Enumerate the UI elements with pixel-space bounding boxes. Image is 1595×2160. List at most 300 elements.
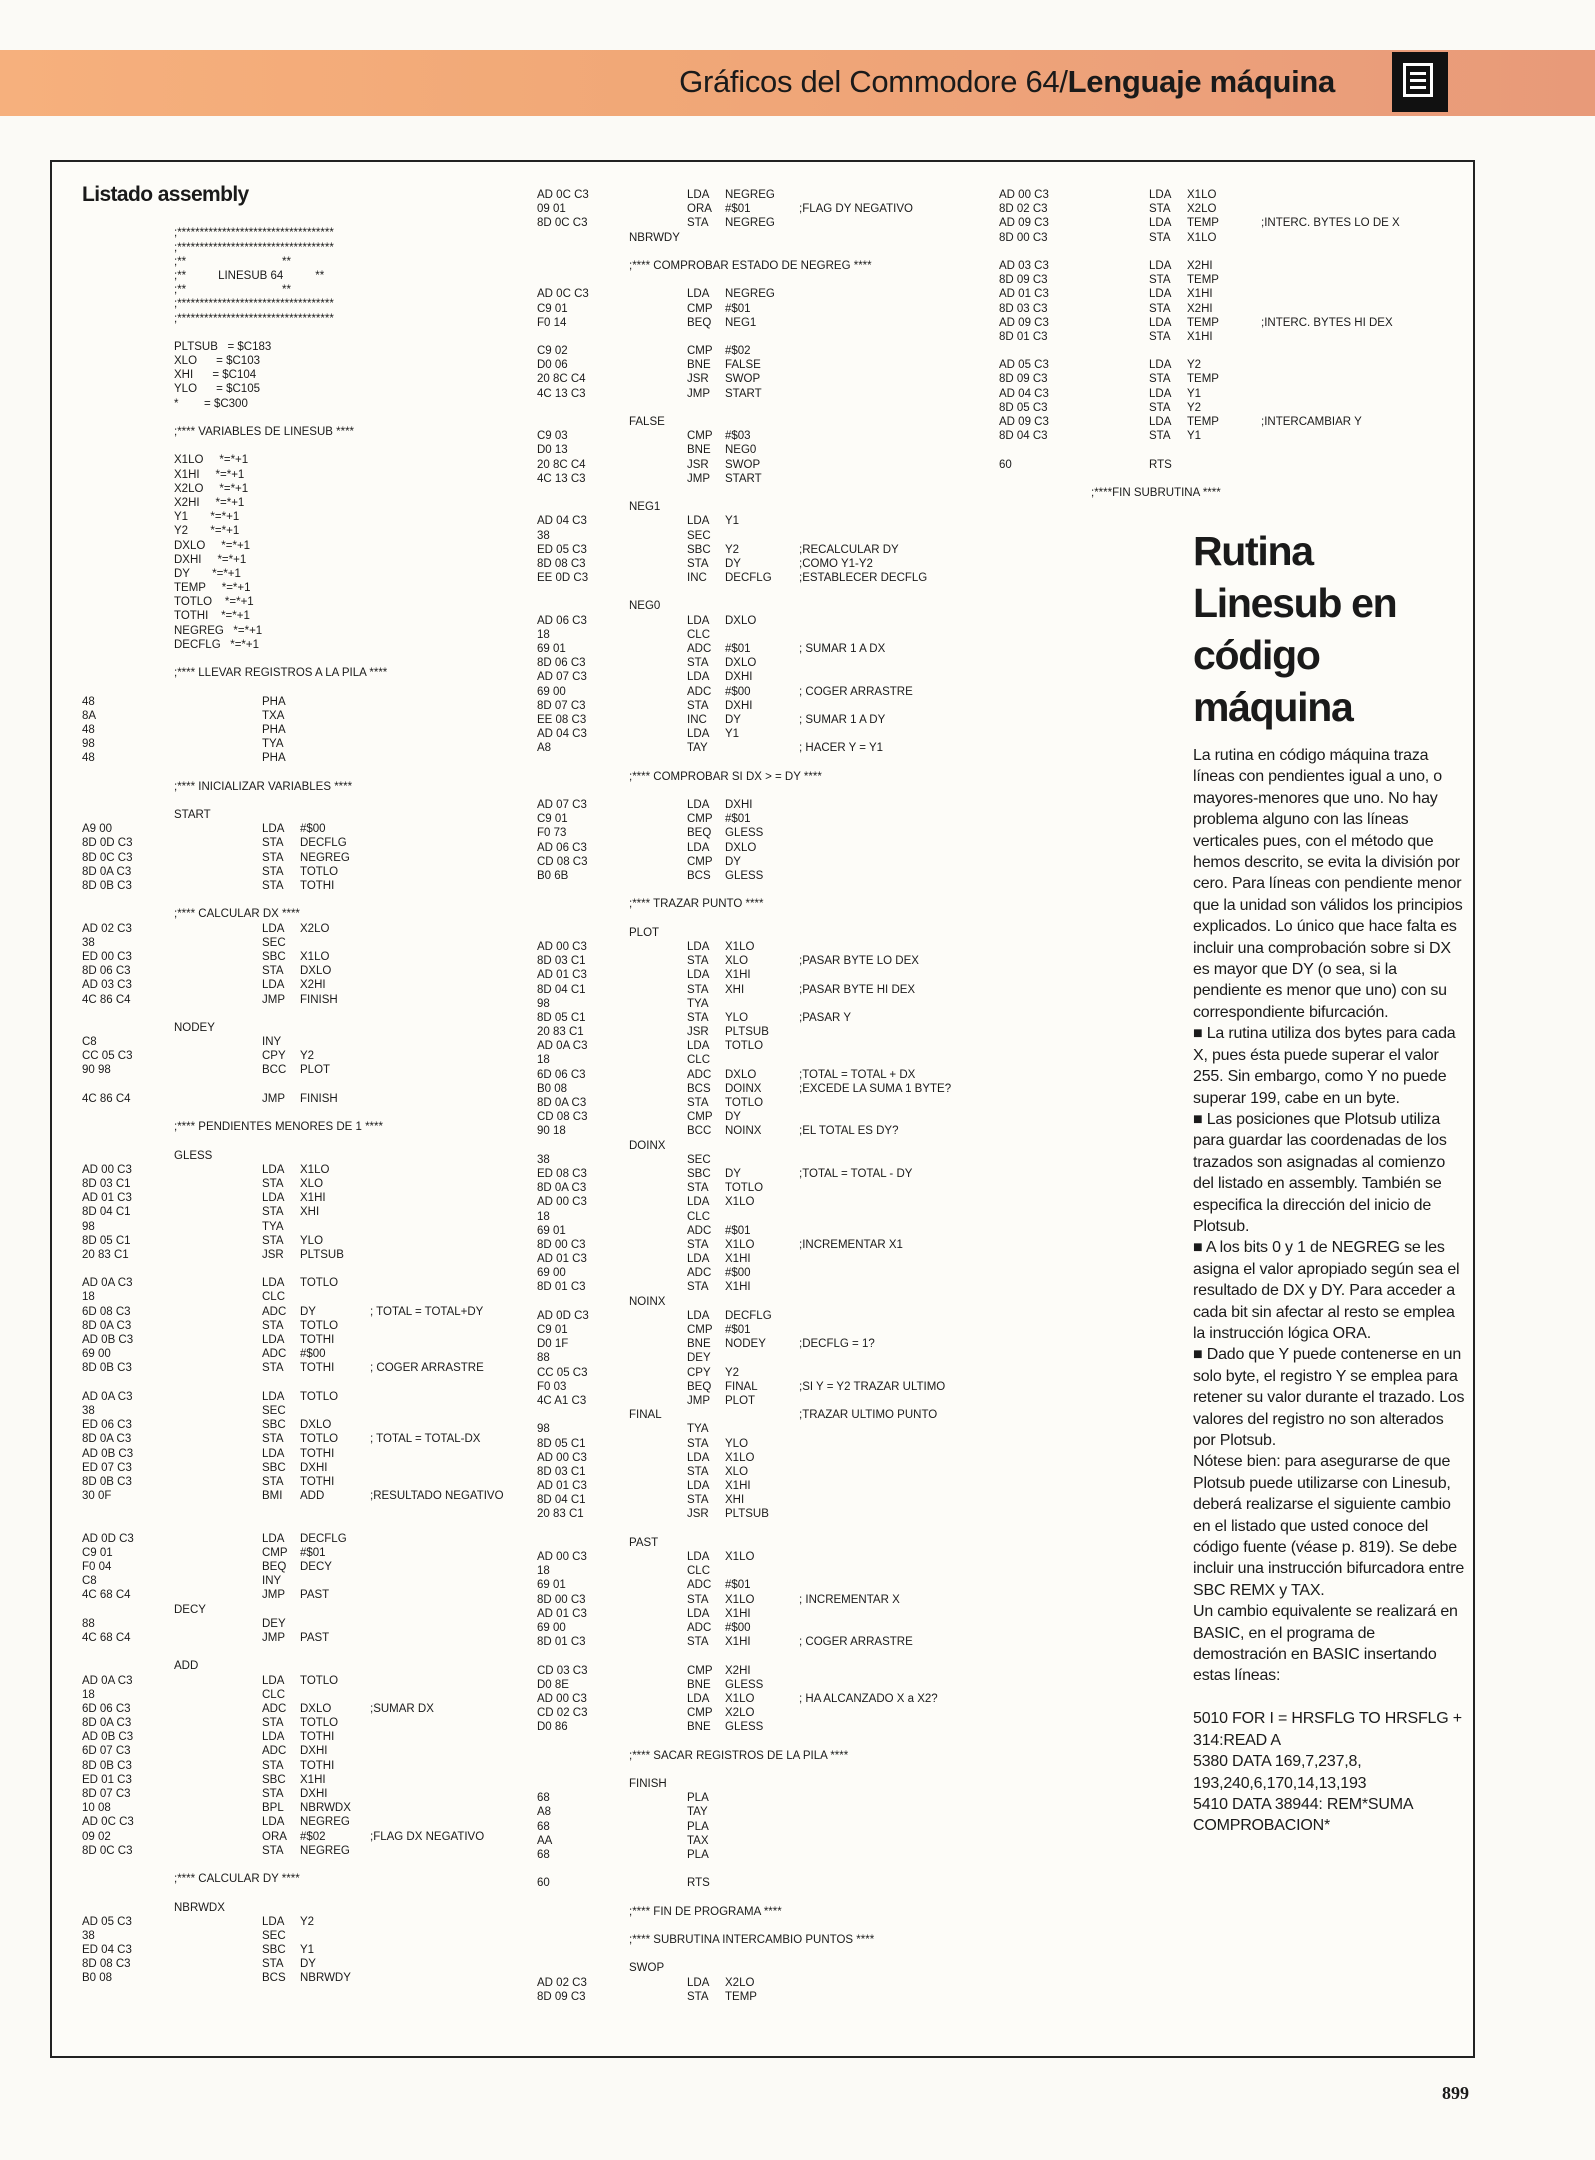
opcode: SEC xyxy=(262,936,286,949)
listing-line xyxy=(537,458,1027,472)
listing-line xyxy=(82,893,542,907)
listing-line xyxy=(537,841,1027,855)
hex-code: 8D 0B C3 xyxy=(82,880,132,893)
operand: X1LO xyxy=(725,1451,755,1464)
listing-line xyxy=(537,1961,1027,1975)
listing-line xyxy=(82,326,542,340)
hex-code: C8 xyxy=(82,1575,97,1588)
hex-code: 8D 0C C3 xyxy=(82,1844,133,1857)
hex-code: F0 73 xyxy=(537,827,567,840)
listing-line xyxy=(537,1394,1027,1408)
label: ;**** PENDIENTES MENORES DE 1 **** xyxy=(174,1121,383,1134)
hex-code: 8D 04 C3 xyxy=(999,430,1048,443)
operand: NEG0 xyxy=(725,444,757,457)
opcode: LDA xyxy=(687,728,710,741)
operand: ADD xyxy=(300,1490,325,1503)
listing-line xyxy=(537,1408,1027,1422)
listing-line xyxy=(82,1901,542,1915)
listing-line xyxy=(999,358,1429,372)
listing-line xyxy=(82,1276,542,1290)
listing-line xyxy=(537,401,1027,415)
operand: DECFLG xyxy=(725,572,772,585)
operand: YLO xyxy=(725,1437,749,1450)
comment: ; COGER ARRASTRE xyxy=(370,1362,484,1375)
hex-code: AD 02 C3 xyxy=(82,922,132,935)
opcode: STA xyxy=(1149,302,1171,315)
listing-line xyxy=(82,1333,542,1347)
hex-code: F0 14 xyxy=(537,316,567,329)
opcode: SBC xyxy=(262,950,286,963)
listing-line xyxy=(82,1390,542,1404)
listing-line xyxy=(82,1475,542,1489)
operand: PAST xyxy=(300,1631,330,1644)
hex-code: 4C 68 C4 xyxy=(82,1589,131,1602)
listing-line xyxy=(537,1153,1027,1167)
opcode: CMP xyxy=(687,813,713,826)
hex-code: AD 0B C3 xyxy=(82,1731,134,1744)
opcode: STA xyxy=(262,1844,284,1857)
opcode: STA xyxy=(1149,373,1171,386)
listing-line xyxy=(82,1971,542,1985)
opcode: STA xyxy=(262,1759,284,1772)
hex-code: 98 xyxy=(537,1423,550,1436)
listing-line xyxy=(999,387,1429,401)
operand: DY xyxy=(725,1111,741,1124)
listing-line xyxy=(82,993,542,1007)
operand: XLO xyxy=(725,1465,749,1478)
comment: ;PASAR Y xyxy=(799,1011,851,1024)
listing-line xyxy=(537,1593,1027,1607)
label: SWOP xyxy=(629,1962,665,1975)
opcode: LDA xyxy=(687,1692,710,1705)
operand: #$01 xyxy=(725,1224,751,1237)
listing-line xyxy=(82,1631,542,1645)
operand: Y1 xyxy=(1187,430,1202,443)
opcode: LDA xyxy=(262,922,285,935)
operand: START xyxy=(725,387,762,400)
listing-line xyxy=(537,1834,1027,1848)
operand: Y2 xyxy=(300,1050,315,1063)
listing-line xyxy=(999,372,1429,386)
hex-code: 6D 06 C3 xyxy=(537,1068,586,1081)
operand: YLO xyxy=(300,1234,324,1247)
listing-line xyxy=(537,1692,1027,1706)
operand: TOTLO xyxy=(725,1040,764,1053)
hex-code: 4C 13 C3 xyxy=(537,387,586,400)
opcode: JMP xyxy=(262,1589,285,1602)
opcode: INC xyxy=(687,572,707,585)
listing-line xyxy=(82,1078,542,1092)
operand: X1LO xyxy=(725,1551,755,1563)
listing-line xyxy=(537,1082,1027,1096)
listing-line xyxy=(82,1815,542,1829)
sidebar-title: Rutina Linesub en código máquina xyxy=(1193,528,1397,730)
hex-code: 8D 0C C3 xyxy=(537,217,588,230)
hex-code: AD 09 C3 xyxy=(999,217,1049,230)
listing-line xyxy=(999,188,1429,202)
operand: TOTHI xyxy=(300,1362,335,1375)
hex-code: D0 86 xyxy=(537,1721,568,1734)
opcode: SEC xyxy=(262,1929,286,1942)
opcode: CLC xyxy=(687,1054,711,1067)
opcode: STA xyxy=(687,1182,709,1195)
hex-code: 20 8C C4 xyxy=(537,458,586,471)
listing-line xyxy=(537,812,1027,826)
operand: X1LO xyxy=(300,1163,330,1176)
opcode: JMP xyxy=(687,1394,710,1407)
hex-code: AD 00 C3 xyxy=(537,940,587,953)
listing-line xyxy=(999,287,1429,301)
comment: ;RESULTADO NEGATIVO xyxy=(370,1490,504,1503)
opcode: STA xyxy=(687,657,709,670)
hex-code: AD 00 C3 xyxy=(537,1692,587,1705)
hex-code: 8D 01 C3 xyxy=(537,1636,586,1649)
listing-line xyxy=(537,571,1027,585)
listing-line xyxy=(537,1578,1027,1592)
label: ;*********************************** xyxy=(174,241,334,254)
listing-line xyxy=(82,836,542,850)
hex-code: 8D 0D C3 xyxy=(82,837,133,850)
label: DECFLG *=*+1 xyxy=(174,638,260,651)
opcode: STA xyxy=(1149,203,1171,216)
hex-code: B0 6B xyxy=(537,870,569,882)
label: NBRWDX xyxy=(174,1901,225,1914)
listing-line xyxy=(82,1149,542,1163)
opcode: BNE xyxy=(687,359,711,372)
hex-code: 48 xyxy=(82,723,95,736)
listing-line xyxy=(999,202,1429,216)
operand: XHI xyxy=(725,1494,745,1507)
listing-line xyxy=(537,202,1027,216)
listing-line xyxy=(537,330,1027,344)
listing-line xyxy=(537,897,1027,911)
listing-line xyxy=(537,1337,1027,1351)
listing-line xyxy=(82,1830,542,1844)
listing-line xyxy=(82,397,542,411)
hex-code: AD 02 C3 xyxy=(537,1976,587,1989)
operand: #$01 xyxy=(725,203,751,216)
hex-code: 4C A1 C3 xyxy=(537,1394,587,1407)
hex-code: 48 xyxy=(82,752,95,765)
listing-line xyxy=(82,1347,542,1361)
listing-line xyxy=(82,1319,542,1333)
label: X2HI *=*+1 xyxy=(174,496,245,509)
sidebar-paragraph: Un cambio equivalente se realizará en BASIC, en el programa de demostración en BASIC insertando estas líneas: xyxy=(1193,1603,1458,1685)
label: Y1 *=*+1 xyxy=(174,511,240,524)
opcode: LDA xyxy=(687,1309,710,1322)
operand: DY xyxy=(725,1167,741,1180)
opcode: JSR xyxy=(687,458,709,471)
opcode: CLC xyxy=(687,628,711,641)
opcode: CLC xyxy=(262,1291,286,1304)
opcode: TAX xyxy=(687,1834,709,1847)
comment: ;FLAG DY NEGATIVO xyxy=(799,203,913,216)
hex-code: 20 83 C1 xyxy=(82,1248,129,1261)
listing-line xyxy=(82,1915,542,1929)
hex-code: 8A xyxy=(82,709,97,722)
operand: TOTLO xyxy=(300,1319,339,1332)
hex-code: AD 03 C3 xyxy=(999,259,1049,272)
listing-line xyxy=(537,1649,1027,1663)
hex-code: 38 xyxy=(82,1404,95,1417)
hex-code: AA xyxy=(537,1834,553,1847)
label: ;**** CALCULAR DX **** xyxy=(174,908,300,921)
hex-code: A8 xyxy=(537,742,552,755)
operand: DXLO xyxy=(300,1419,332,1432)
comment: ;EXCEDE LA SUMA 1 BYTE? xyxy=(799,1082,952,1095)
hex-code: ED 00 C3 xyxy=(82,950,132,963)
hex-code: 8D 07 C3 xyxy=(537,699,586,712)
opcode: STA xyxy=(262,1319,284,1332)
header-title-light: Gráficos del Commodore 64/ xyxy=(679,64,1068,99)
hex-code: 69 01 xyxy=(537,1579,566,1592)
label: X2LO *=*+1 xyxy=(174,482,249,495)
label: X1HI *=*+1 xyxy=(174,468,245,481)
comment: ;TRAZAR ULTIMO PUNTO xyxy=(799,1409,938,1422)
operand: GLESS xyxy=(725,1721,764,1734)
listing-line xyxy=(537,1678,1027,1692)
operand: FINAL xyxy=(725,1380,758,1393)
operand: PLTSUB xyxy=(300,1248,344,1261)
hex-code: AD 00 C3 xyxy=(999,189,1049,201)
operand: TOTLO xyxy=(300,1277,339,1290)
listing-line xyxy=(82,922,542,936)
hex-code: AD 0A C3 xyxy=(82,1277,133,1290)
sidebar-body xyxy=(1193,745,1465,1837)
operand: NODEY xyxy=(725,1338,766,1351)
listing-line xyxy=(82,1730,542,1744)
listing-line xyxy=(82,1106,542,1120)
listing-line xyxy=(537,1891,1027,1905)
opcode: PLA xyxy=(687,1792,709,1805)
opcode: LDA xyxy=(262,1674,285,1687)
operand: X1LO xyxy=(725,1692,755,1705)
opcode: BEQ xyxy=(687,1380,712,1393)
listing-line xyxy=(82,1844,542,1858)
listing-line xyxy=(537,784,1027,798)
opcode: ADC xyxy=(262,1702,287,1715)
hex-code: 8D 0B C3 xyxy=(82,1475,132,1488)
listing-line xyxy=(537,372,1027,386)
hex-code: D0 13 xyxy=(537,444,568,457)
listing-line xyxy=(82,1560,542,1574)
listing-line xyxy=(82,1220,542,1234)
hex-code: AD 00 C3 xyxy=(82,1163,132,1176)
opcode: CLC xyxy=(687,1565,711,1578)
listing-line xyxy=(82,1517,542,1531)
label: ;**** INICIALIZAR VARIABLES **** xyxy=(174,780,353,793)
label: GLESS xyxy=(174,1149,213,1162)
hex-code: F0 04 xyxy=(82,1561,112,1574)
listing-line xyxy=(82,1290,542,1304)
listing-line xyxy=(537,302,1027,316)
hex-code: AD 0B C3 xyxy=(82,1447,134,1460)
listing-line xyxy=(82,496,542,510)
opcode: LDA xyxy=(687,1040,710,1053)
listing-line xyxy=(537,1493,1027,1507)
label: ;** ** xyxy=(174,284,291,297)
listing-line xyxy=(537,855,1027,869)
opcode: BPL xyxy=(262,1802,284,1815)
opcode: LDA xyxy=(687,799,710,812)
opcode: STA xyxy=(262,1717,284,1730)
sidebar-paragraph: Nótese bien: para asegurarse de que Plotsub puede utilizarse con Linesub, deberá realizarse el siguiente cambio en el listado que usted conoce del código fuente (véase p. 819). Se debe incluir una instrucción bifurcadora entre SBC REMX y TAX. xyxy=(1193,1453,1465,1599)
hex-code: AD 0A C3 xyxy=(82,1674,133,1687)
comment: ; TOTAL = TOTAL+DY xyxy=(370,1305,484,1318)
listing-title: Listado assembly xyxy=(82,183,249,206)
hex-code: AD 0D C3 xyxy=(82,1532,134,1545)
opcode: BNE xyxy=(687,1721,711,1734)
operand: PLTSUB xyxy=(725,1508,769,1521)
opcode: STA xyxy=(687,1238,709,1251)
opcode: JMP xyxy=(687,387,710,400)
opcode: CPY xyxy=(687,1366,711,1379)
comment: ;PASAR BYTE HI DEX xyxy=(799,983,916,996)
operand: X1LO xyxy=(1187,189,1217,201)
opcode: CLC xyxy=(262,1688,286,1701)
listing-line xyxy=(82,666,542,680)
opcode: STA xyxy=(687,1593,709,1606)
listing-line xyxy=(82,1957,542,1971)
operand: XLO xyxy=(725,955,749,968)
operand: #$01 xyxy=(725,1579,751,1592)
opcode: STA xyxy=(262,1234,284,1247)
hex-code: AD 04 C3 xyxy=(537,728,587,741)
hex-code: AD 0C C3 xyxy=(537,189,589,201)
listing-line xyxy=(537,1919,1027,1933)
operand: #$00 xyxy=(300,1348,326,1361)
opcode: STA xyxy=(687,1011,709,1024)
label: DXLO *=*+1 xyxy=(174,539,251,552)
opcode: SEC xyxy=(262,1404,286,1417)
hex-code: B0 08 xyxy=(82,1972,113,1985)
operand: TOTHI xyxy=(300,1731,335,1744)
operand: DECY xyxy=(300,1561,332,1574)
sidebar-paragraph: 5380 DATA 169,7,237,8, 193,240,6,170,14,13,193 xyxy=(1193,1753,1367,1792)
listing-line xyxy=(537,1309,1027,1323)
label: TEMP *=*+1 xyxy=(174,582,251,595)
listing-line xyxy=(537,685,1027,699)
opcode: STA xyxy=(687,217,709,230)
opcode: LDA xyxy=(687,515,710,528)
listing-line xyxy=(537,1805,1027,1819)
operand: X1LO xyxy=(725,940,755,953)
opcode: TYA xyxy=(687,997,709,1010)
opcode: BNE xyxy=(687,444,711,457)
operand: Y1 xyxy=(725,728,740,741)
listing-line xyxy=(82,709,542,723)
label: ;**** VARIABLES DE LINESUB **** xyxy=(174,426,355,439)
operand: DXHI xyxy=(725,671,753,684)
hex-code: AD 03 C3 xyxy=(82,979,132,992)
page-header-title xyxy=(679,64,1335,100)
hex-code: C9 01 xyxy=(537,813,568,826)
listing-line xyxy=(82,1489,542,1503)
hex-code: 8D 05 C3 xyxy=(999,401,1048,414)
listing-line xyxy=(537,1210,1027,1224)
listing-line xyxy=(537,1479,1027,1493)
opcode: LDA xyxy=(687,1253,710,1266)
listing-line xyxy=(537,1976,1027,1990)
listing-line xyxy=(537,1068,1027,1082)
operand: TEMP xyxy=(1187,274,1219,287)
operand: #$00 xyxy=(300,823,326,836)
opcode: STA xyxy=(687,1636,709,1649)
hex-code: C9 01 xyxy=(537,302,568,315)
operand: PLTSUB xyxy=(725,1026,769,1039)
listing-line xyxy=(537,1323,1027,1337)
listing-line xyxy=(82,1787,542,1801)
opcode: STA xyxy=(687,1465,709,1478)
listing-line xyxy=(537,231,1027,245)
listing-line xyxy=(537,1664,1027,1678)
listing-line xyxy=(537,1110,1027,1124)
listing-line xyxy=(537,1295,1027,1309)
hex-code: 8D 03 C1 xyxy=(537,955,586,968)
opcode: LDA xyxy=(262,1816,285,1829)
label: DECY xyxy=(174,1603,206,1616)
listing-line xyxy=(82,382,542,396)
opcode: ADC xyxy=(687,1068,712,1081)
hex-code: AD 01 C3 xyxy=(537,1607,587,1620)
opcode: BNE xyxy=(687,1678,711,1691)
hex-code: AD 04 C3 xyxy=(999,387,1049,400)
hex-code: 6D 08 C3 xyxy=(82,1305,131,1318)
operand: DECFLG xyxy=(725,1309,772,1322)
listing-line xyxy=(999,273,1429,287)
hex-code: AD 04 C3 xyxy=(537,515,587,528)
operand: X1LO xyxy=(725,1593,755,1606)
opcode: RTS xyxy=(687,1877,710,1890)
listing-line xyxy=(537,1096,1027,1110)
listing-line xyxy=(537,798,1027,812)
hex-code: 69 00 xyxy=(537,1621,566,1634)
comment: ;FLAG DX NEGATIVO xyxy=(370,1830,485,1843)
listing-line xyxy=(82,808,542,822)
listing-line xyxy=(999,259,1429,273)
listing-line xyxy=(999,415,1429,429)
sidebar-article xyxy=(1193,525,1465,1837)
operand: X2HI xyxy=(1187,259,1213,272)
opcode: LDA xyxy=(687,1551,710,1563)
opcode: PLA xyxy=(687,1848,709,1861)
listing-line xyxy=(82,780,542,794)
comment: ; SUMAR 1 A DY xyxy=(799,713,886,726)
label: PAST xyxy=(629,1536,659,1549)
hex-code: 8D 04 C1 xyxy=(537,1494,586,1507)
hex-code: C9 03 xyxy=(537,430,568,443)
computer-chip-icon xyxy=(1392,52,1448,112)
opcode: JSR xyxy=(687,1026,709,1039)
opcode: BCS xyxy=(687,1082,711,1095)
listing-line xyxy=(82,1674,542,1688)
opcode: STA xyxy=(1149,430,1171,443)
listing-line xyxy=(82,1645,542,1659)
opcode: BMI xyxy=(262,1490,283,1503)
opcode: SBC xyxy=(262,1461,286,1474)
opcode: TYA xyxy=(687,1423,709,1436)
opcode: STA xyxy=(262,965,284,978)
listing-line xyxy=(82,1234,542,1248)
hex-code: 4C 86 C4 xyxy=(82,993,131,1006)
listing-line xyxy=(82,1858,542,1872)
hex-code: 8D 0A C3 xyxy=(537,1097,587,1109)
hex-code: 8D 0A C3 xyxy=(537,1182,587,1195)
operand: Y2 xyxy=(300,1915,315,1928)
opcode: JMP xyxy=(687,472,710,485)
listing-line xyxy=(82,1163,542,1177)
label: NEG1 xyxy=(629,501,661,514)
